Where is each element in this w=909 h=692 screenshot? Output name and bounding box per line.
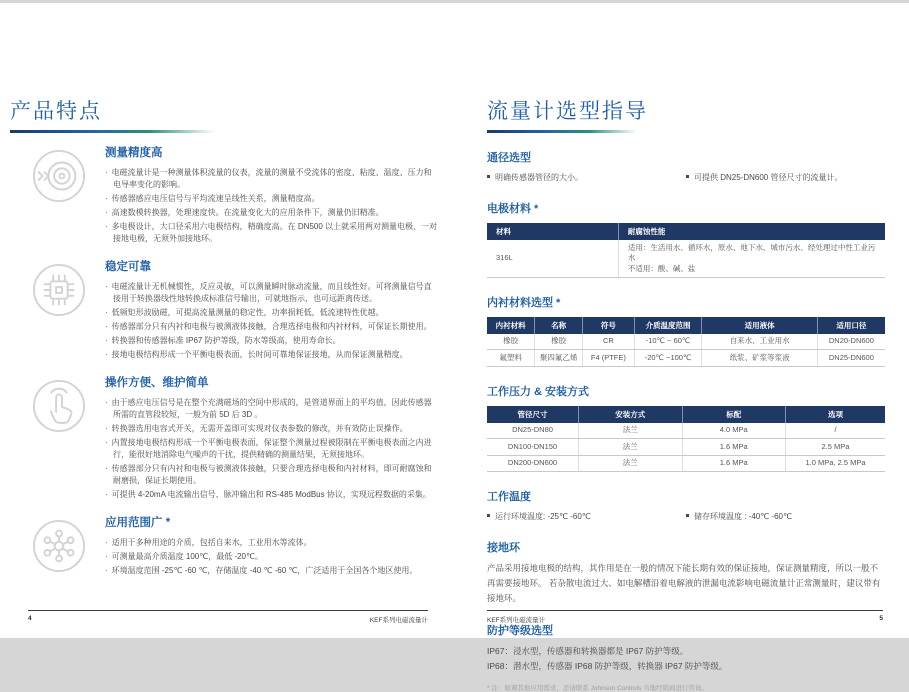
chip-icon [32, 263, 86, 317]
bullet: · 环境温度范围 -25℃ -60 ℃，存储温度 -40 ℃ -60 ℃，广泛适用于全国各个地区使用。 [105, 565, 437, 577]
ip67-line: IP67：浸水型，传感器和转换器都是 IP67 防护等级。 [487, 645, 689, 656]
section-heading-diameter: 通径选型 [487, 152, 531, 164]
left-page [0, 3, 455, 638]
feature-text-col [105, 258, 455, 363]
column-header: 安装方式 [579, 406, 682, 423]
bullet: · 接地电极结构形成一个平衡电极表面，长时间可靠地保证接地，从而保证测量精度。 [105, 349, 437, 361]
table-row [487, 439, 885, 456]
cell: 法兰 [579, 423, 682, 439]
column-header: 材料 [487, 223, 618, 240]
bullet: 明确传感器管径的大小。 [487, 172, 686, 184]
lining-material-table [487, 317, 885, 367]
table-row [487, 334, 885, 350]
column-header: 名称 [535, 317, 583, 334]
cell: DN20-DN600 [817, 334, 885, 350]
page-number: 4 [28, 615, 32, 622]
bullet: · 内置接地电极结构形成一个平衡电极表面，保证整个测量过程被限制在平衡电极表面之内进行，能很好地消除电气噪声的干扰，提供精确的测量结果，无须接地环。 [105, 437, 437, 461]
cell: DN25-DN600 [817, 350, 885, 367]
temperature-bullets [487, 511, 885, 523]
left-page-title-block [10, 95, 215, 133]
cell: 1.6 MPa [682, 439, 785, 456]
table-header-row [487, 406, 885, 423]
bullet: · 传感器部分只有内衬和电极与被测液体接触，只要合理选择电极和内衬材料，即可耐腐蚀和耐磨损，保证长期使用。 [105, 463, 437, 487]
document-title: KEF系列电磁流量计 [369, 617, 428, 624]
grounding-line-2: 若杂散电流过大、如电解槽沿着电解液的泄漏电流影响电磁流量计正常测量时，建议带有接地环。 [487, 577, 881, 603]
section-heading-electrode: 电极材料 * [487, 203, 539, 215]
right-page-footer [487, 610, 883, 624]
pressure-mounting-table [487, 406, 885, 473]
column-header: 管径尺寸 [487, 406, 579, 423]
column-header: 内衬材料 [487, 317, 535, 334]
grounding-line-1: 产品采用接地电极的结构，其作用是在一般的情况下能长期有效的保证接地，保证测量精度，所以一般不再需要接地环。 [487, 563, 879, 588]
bullet: · 多电极设计，大口径采用六电极结构，精确度高。在 DN500 以上就采用两对测量电极、一对接地电极，无须外加接地环。 [105, 221, 437, 245]
feature-text-col [105, 514, 455, 579]
feature-icon-col [10, 258, 105, 363]
cell: 1.0 MPa, 2.5 MPa [785, 455, 885, 472]
page-title: 产品特点 [10, 100, 102, 123]
ip68-line: IP68：潜水型，传感器 IP68 防护等级，转换器 IP67 防护等级。 [487, 660, 728, 671]
feature-text-col [105, 374, 455, 503]
diameter-bullets [487, 172, 885, 184]
footnote: * 注：如遇其他应用需求，还请联系 Johnson Controls 当地经销商进行咨询。 [487, 685, 709, 692]
feature-heading: 稳定可靠 [105, 261, 151, 273]
bullet: · 由于感应电压信号是在整个充满磁场的空间中形成的，是管道界面上的平均值，因此传感器所需的直管段较短，一般为前 5D 后 3D 。 [105, 397, 437, 421]
not-suitable-line: 不适用：酸、碱、盐 [627, 263, 696, 273]
table-header-row [487, 317, 885, 334]
cell: DN100-DN150 [487, 439, 579, 456]
column-header: 介质温度范围 [634, 317, 702, 334]
cell: CR [583, 334, 635, 350]
section-heading-pressure: 工作压力 & 安装方式 [487, 385, 590, 398]
cell: -20℃ ~100℃ [634, 350, 702, 367]
right-page-title-block [487, 95, 885, 133]
section-heading-protection: 防护等级选型 [487, 624, 553, 637]
feature-applications [10, 514, 455, 579]
bullet: 运行环境温度: -25℃ -60℃ [487, 511, 686, 523]
cell: F4 (PTFE) [583, 350, 635, 367]
applications-network-icon [32, 519, 86, 573]
table-row [487, 455, 885, 472]
cell: 氟塑料 [487, 350, 535, 367]
cell: 纸浆、矿浆等浆液 [702, 350, 817, 367]
feature-icon-col [10, 144, 105, 247]
cell: 橡胶 [535, 334, 583, 350]
document-title: KEF系列电磁流量计 [487, 617, 546, 624]
bullet: · 低频矩形波励磁，可提高流量测量的稳定性，功率损耗低，低流速特性优越。 [105, 307, 437, 319]
feature-heading: 测量精度高 [105, 147, 163, 159]
column-header: 耐腐蚀性能 [618, 223, 885, 240]
bullet: · 传感器感应电压信号与平均流速呈线性关系，测量精度高。 [105, 193, 437, 205]
accuracy-target-icon [32, 149, 86, 203]
feature-accuracy [10, 144, 455, 247]
bullet: · 可测量最高介质温度 100℃，最低 -20℃。 [105, 551, 437, 563]
suitable-line: 适用：生活用水、循环水，原水、地下水、城市污水、经处理过中性工业污水 [627, 242, 876, 262]
cell: 2.5 MPa [785, 439, 885, 456]
bullet: · 转换器和传感器标准 IP67 防护等级，防水等级高，使用寿命长。 [105, 335, 437, 347]
bullet: 可提供 DN25-DN600 管径尺寸的流量计。 [686, 172, 885, 184]
cell: 聚四氟乙烯 [535, 350, 583, 367]
section-heading-grounding: 接地环 [487, 542, 520, 554]
cell-corrosion-performance [618, 240, 885, 277]
section-heading-temperature: 工作温度 [487, 491, 531, 503]
table-row [487, 350, 885, 367]
page-spread [0, 3, 909, 692]
feature-text-col [105, 144, 455, 247]
protection-lines [487, 644, 885, 675]
bullet: · 电磁流量计无机械惯性，反应灵敏，可以测量瞬时脉动流量，而且线性好。可将测量信号直接用于转换器线性地转换成标准信号输出，可就地指示，也可远距离传送。 [105, 281, 437, 305]
right-page [455, 3, 909, 692]
cell: 自来水、工业用水 [702, 334, 817, 350]
cell-material: 316L [487, 240, 618, 277]
column-header: 适用口径 [817, 317, 885, 334]
bullet: · 电磁流量计是一种测量体积流量的仪表，流量的测量不受流体的密度、粘度、温度、压力和电导率变化的影响。 [105, 167, 437, 191]
features-list [10, 144, 455, 590]
left-page-footer [28, 610, 428, 624]
title-underline [10, 130, 215, 133]
cell: DN25-DN80 [487, 423, 579, 439]
column-header: 选项 [785, 406, 885, 423]
cell: / [785, 423, 885, 439]
column-header: 适用液体 [702, 317, 817, 334]
grounding-paragraph [487, 561, 885, 606]
feature-icon-col [10, 374, 105, 503]
table-row [487, 240, 885, 277]
electrode-material-table [487, 223, 885, 278]
table-row [487, 423, 885, 439]
column-header: 符号 [583, 317, 635, 334]
bullet: · 转换器选用电容式开关，无需开盖即可实现对仪表参数的修改，并有效防止误操作。 [105, 423, 437, 435]
table-header-row [487, 223, 885, 240]
cell: 橡胶 [487, 334, 535, 350]
bullet: · 可提供 4-20mA 电流输出信号、脉冲输出和 RS-485 ModBus 协议，实现远程数据的采集。 [105, 489, 437, 501]
cell: 法兰 [579, 439, 682, 456]
page-title: 流量计选型指导 [487, 100, 648, 123]
bullet: 储存环境温度 : -40℃ -60℃ [686, 511, 885, 523]
cell: 法兰 [579, 455, 682, 472]
title-underline [487, 130, 637, 133]
cell: -10℃ ~ 60℃ [634, 334, 702, 350]
feature-heading: 操作方便、维护简单 [105, 377, 209, 389]
page-number: 5 [879, 615, 883, 622]
cell: DN200-DN600 [487, 455, 579, 472]
right-page-content [487, 3, 885, 692]
cell: 4.0 MPa [682, 423, 785, 439]
bullet: · 高速数模转换器，处理速度快。在流量变化大的应用条件下，测量仍旧精准。 [105, 207, 437, 219]
feature-easy-operation [10, 374, 455, 503]
column-header: 标配 [682, 406, 785, 423]
feature-reliability [10, 258, 455, 363]
feature-icon-col [10, 514, 105, 579]
feature-heading: 应用范围广 * [105, 517, 171, 529]
bullet: · 传感器部分只有内衬和电极与被测液体接触，合理选择电极和内衬材料，可保证长期使用。 [105, 321, 437, 333]
bullet: · 适用于多种用途的介质，包括自来水，工业用水等流体。 [105, 537, 437, 549]
section-heading-lining: 内衬材料选型 * [487, 296, 561, 309]
touch-hand-icon [32, 379, 86, 433]
cell: 1.6 MPa [682, 455, 785, 472]
